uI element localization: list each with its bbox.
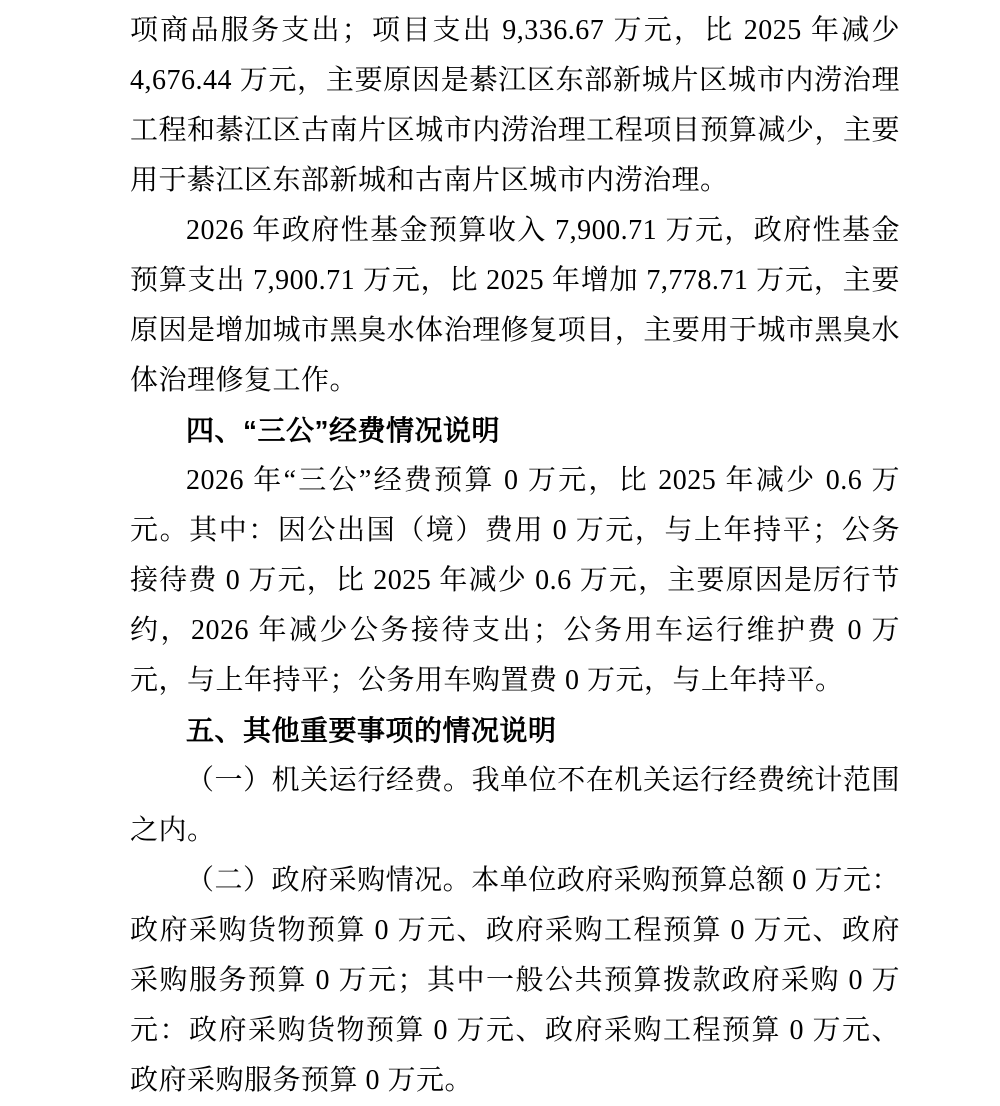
paragraph-body-agency-operating-expenses: 我单位不在机关运行经费统计范围之内。 (130, 765, 900, 846)
paragraph-government-procurement (130, 856, 900, 1106)
paragraph-lead-agency-operating-expenses: （一）机关运行经费。 (186, 765, 472, 796)
paragraph-body-government-procurement: 本单位政府采购预算总额 0 万元：政府采购货物预算 0 万元、政府采购工程预算 0 万元、政府采购服务预算 0 万元；其中一般公共预算拨款政府采购 0 万元：政府采购货物预算 0 万元、政府采购工程预算 0 万元、政府采购服务预算 0 万元。 (130, 865, 900, 1096)
section-heading-other-important-matters: 五、其他重要事项的情况说明 (186, 715, 557, 746)
paragraph-lead-government-procurement: （二）政府采购情况。 (186, 865, 472, 896)
paragraph-agency-operating-expenses (130, 756, 900, 856)
paragraph-three-public-expenses-detail: 2026 年“三公”经费预算 0 万元，比 2025 年减少 0.6 万元。其中：因公出国（境）费用 0 万元，与上年持平；公务接待费 0 万元，比 2025 年减少 0.6 万元，主要原因是厉行节约，2026 年减少公务接待支出；公务用车运行维护费 0 万元，与上年持平；公务用车购置费 0 万元，与上年持平。 (130, 465, 900, 696)
paragraph-government-fund-budget: 2026 年政府性基金预算收入 7,900.71 万元，政府性基金预算支出 7,900.71 万元，比 2025 年增加 7,778.71 万元，主要原因是增加城市黑臭水体治理修复项目，主要用于城市黑臭水体治理修复工作。 (130, 215, 900, 396)
section-heading-three-public-expenses: 四、“三公”经费情况说明 (186, 415, 501, 446)
paragraph-project-expenditure-continuation: 项商品服务支出；项目支出 9,336.67 万元，比 2025 年减少 4,676.44 万元，主要原因是綦江区东部新城片区城市内涝治理工程和綦江区古南片区城市内涝治理工程项目预算减少，主要用于綦江区东部新城和古南片区城市内涝治理。 (130, 15, 900, 196)
